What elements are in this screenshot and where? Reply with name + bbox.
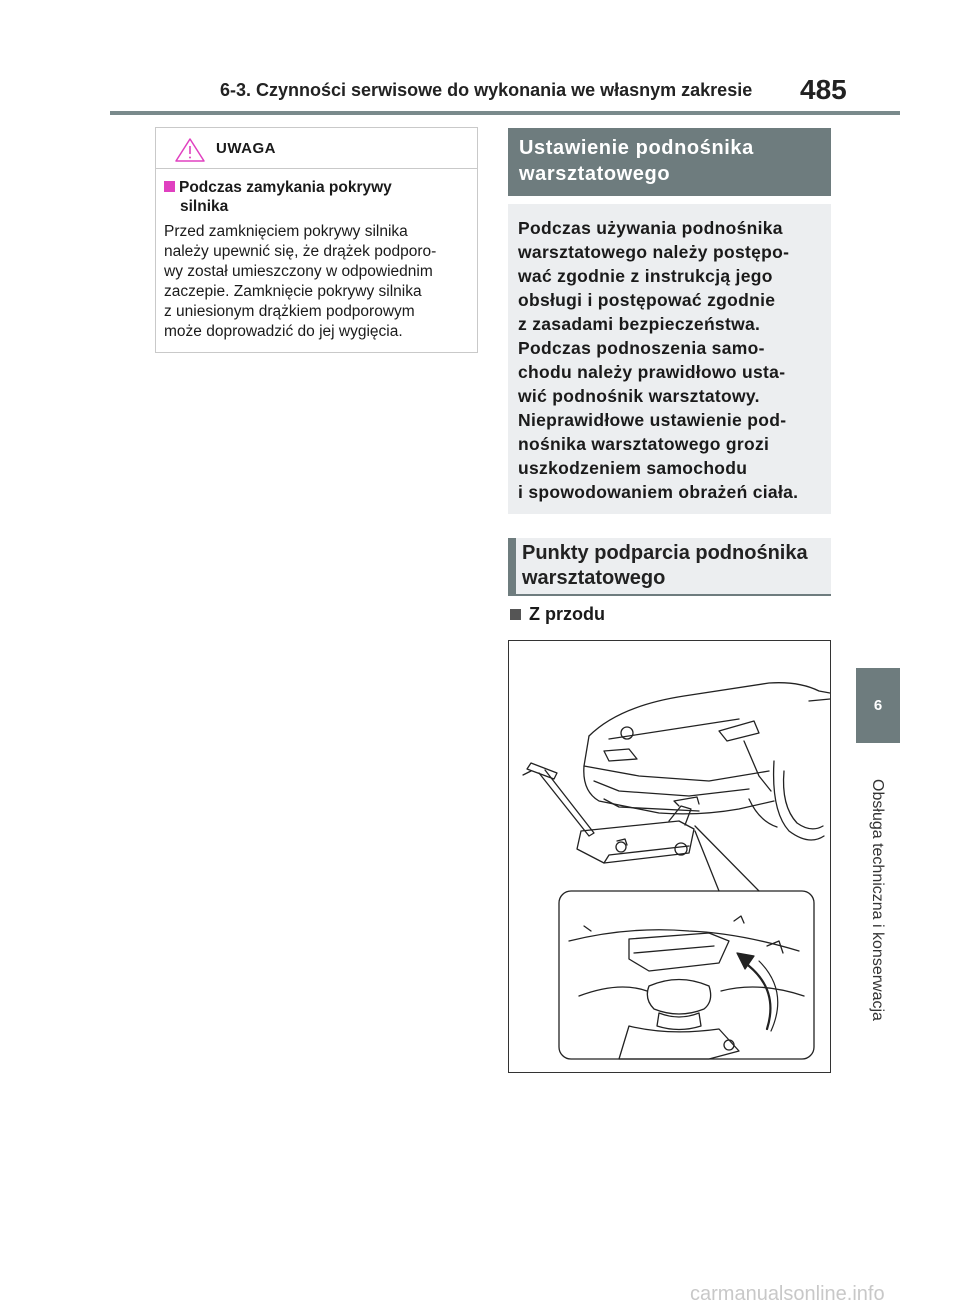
section1-body-line: nośnika warsztatowego grozi (518, 434, 770, 454)
leader-lines (695, 826, 759, 891)
section1-body-line: wić podnośnik warsztatowy. (518, 386, 760, 406)
warning-body (164, 222, 476, 342)
warning-subtitle (164, 178, 464, 216)
watermark: carmanualsonline.info (690, 1283, 885, 1305)
header-rule (110, 111, 900, 115)
warning-body-line: z uniesionym drążkiem podporowym (164, 303, 415, 320)
section1-body-line: Nieprawidłowe ustawienie pod- (518, 410, 787, 430)
header-title: 6-3. Czynności serwisowe do wykonania we własnym zakresie (220, 80, 753, 100)
section1-body-line: Podczas podnoszenia samo- (518, 338, 765, 358)
warning-box (155, 127, 478, 353)
section2-heading (508, 538, 831, 596)
magenta-bullet-icon (164, 181, 175, 192)
section1-heading-line: warsztatowego (519, 163, 671, 185)
warning-body-line: może doprowadzić do jej wygięcia. (164, 323, 403, 340)
section1-body-line: obsługi i postępować zgodnie (518, 290, 776, 310)
section1-body-line: i spowodowaniem obrażeń ciała. (518, 482, 799, 502)
section1-body-line: z zasadami bezpieczeństwa. (518, 314, 761, 334)
chapter-tab: 6 (856, 668, 900, 743)
front-label-text: Z przodu (529, 604, 605, 624)
warning-body-line: zaczepie. Zamknięcie pokrywy silnika (164, 283, 422, 300)
section1-heading (508, 128, 831, 196)
detail-inset (559, 891, 814, 1059)
page-number: 485 (800, 74, 847, 105)
section2-heading-line: Punkty podparcia podnośnika (522, 542, 808, 564)
section1-body-line: warsztatowego należy postępo- (518, 242, 790, 262)
section1-body-line: wać zgodnie z instrukcją jego (518, 266, 773, 286)
section1-body (508, 204, 831, 514)
chapter-side-text: Obsługa techniczna i konserwacja (869, 779, 886, 1021)
gray-bullet-icon (510, 609, 521, 620)
section2-heading-line: warsztatowego (522, 567, 666, 589)
section1-body-line: chodu należy prawidłowo usta- (518, 362, 786, 382)
warning-body-line: należy upewnić się, że drążek podporo- (164, 243, 437, 260)
front-label (510, 604, 605, 625)
car-jack-drawing (509, 641, 830, 1072)
warning-body-line: Przed zamknięciem pokrywy silnika (164, 223, 408, 240)
warning-subtitle-line: silnika (180, 198, 229, 215)
section1-body-line: uszkodzeniem samochodu (518, 458, 748, 478)
car-front-drawing (584, 683, 830, 840)
warning-body-line: wy został umieszczony w odpowiednim (164, 263, 433, 280)
section1-body-line: Podczas używania podnośnika (518, 218, 783, 238)
warning-triangle-icon (174, 137, 206, 163)
warning-header (156, 128, 477, 169)
warning-subtitle-line: Podczas zamykania pokrywy (179, 179, 392, 196)
warning-label: UWAGA (216, 140, 276, 157)
section1-heading-line: Ustawienie podnośnika (519, 137, 754, 159)
jack-illustration (508, 640, 831, 1073)
